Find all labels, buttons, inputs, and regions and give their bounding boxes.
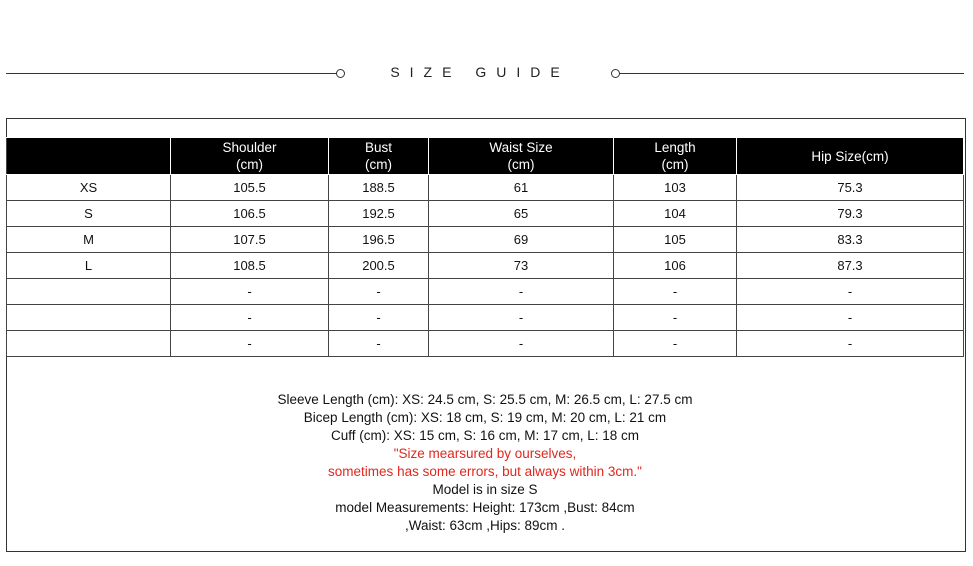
length-cell: 104 bbox=[614, 201, 737, 227]
header-label: Bust bbox=[364, 140, 392, 155]
size-cell: M bbox=[7, 227, 171, 253]
waist-cell: - bbox=[429, 279, 614, 305]
shoulder-cell: 107.5 bbox=[171, 227, 329, 253]
hip-cell: - bbox=[737, 331, 964, 357]
header-hip bbox=[737, 138, 964, 175]
shoulder-cell: 105.5 bbox=[171, 175, 329, 201]
header-label: Waist Size bbox=[489, 140, 553, 155]
size-guide-header bbox=[0, 60, 973, 86]
size-table bbox=[6, 137, 964, 357]
measurement-warning-line-1: "Size mearsured by ourselves, bbox=[393, 446, 577, 461]
waist-cell: 73 bbox=[429, 253, 614, 279]
header-label: Hip Size(cm) bbox=[811, 148, 889, 164]
header-unit: (cm) bbox=[661, 157, 689, 172]
length-cell: - bbox=[614, 331, 737, 357]
header-shoulder bbox=[171, 138, 329, 175]
model-size-note: Model is in size S bbox=[432, 482, 538, 497]
header-bust bbox=[329, 138, 429, 175]
header-length bbox=[614, 138, 737, 175]
size-cell bbox=[7, 305, 171, 331]
table-row bbox=[7, 331, 964, 357]
waist-cell: 65 bbox=[429, 201, 614, 227]
table-row bbox=[7, 279, 964, 305]
header-circle-right bbox=[611, 69, 620, 78]
hip-cell: 79.3 bbox=[737, 201, 964, 227]
shoulder-cell: - bbox=[171, 305, 329, 331]
header-label: Length bbox=[654, 140, 696, 155]
waist-cell: 61 bbox=[429, 175, 614, 201]
table-row bbox=[7, 227, 964, 253]
table-row bbox=[7, 305, 964, 331]
shoulder-cell: 108.5 bbox=[171, 253, 329, 279]
table-row bbox=[7, 175, 964, 201]
header-circle-left bbox=[336, 69, 345, 78]
table-header-row bbox=[7, 138, 964, 175]
hip-cell: 83.3 bbox=[737, 227, 964, 253]
shoulder-cell: 106.5 bbox=[171, 201, 329, 227]
hip-cell: 75.3 bbox=[737, 175, 964, 201]
table-row bbox=[7, 253, 964, 279]
header-unit: (cm) bbox=[365, 157, 392, 172]
shoulder-cell: - bbox=[171, 279, 329, 305]
length-cell: - bbox=[614, 279, 737, 305]
header-waist bbox=[429, 138, 614, 175]
page-title: SIZE GUIDE bbox=[390, 64, 570, 80]
header-unit: (cm) bbox=[507, 157, 535, 172]
waist-cell: - bbox=[429, 305, 614, 331]
header-divider-right bbox=[620, 73, 964, 74]
bust-cell: - bbox=[329, 305, 429, 331]
size-cell bbox=[7, 279, 171, 305]
bust-cell: 192.5 bbox=[329, 201, 429, 227]
length-cell: - bbox=[614, 305, 737, 331]
size-cell: XS bbox=[7, 175, 171, 201]
size-notes bbox=[6, 391, 964, 535]
model-measurements-line-2: ,Waist: 63cm ,Hips: 89cm . bbox=[404, 518, 566, 533]
hip-cell: - bbox=[737, 279, 964, 305]
cuff-note: Cuff (cm): XS: 15 cm, S: 16 cm, M: 17 cm, L: 18 cm bbox=[330, 428, 640, 443]
sleeve-length-note: Sleeve Length (cm): XS: 24.5 cm, S: 25.5 cm, M: 26.5 cm, L: 27.5 cm bbox=[277, 392, 693, 407]
bust-cell: - bbox=[329, 331, 429, 357]
bicep-length-note: Bicep Length (cm): XS: 18 cm, S: 19 cm, M: 20 cm, L: 21 cm bbox=[303, 410, 667, 425]
length-cell: 106 bbox=[614, 253, 737, 279]
bust-cell: - bbox=[329, 279, 429, 305]
header-label: Shoulder bbox=[222, 140, 277, 155]
bust-cell: 196.5 bbox=[329, 227, 429, 253]
shoulder-cell: - bbox=[171, 331, 329, 357]
waist-cell: 69 bbox=[429, 227, 614, 253]
header-size bbox=[7, 138, 171, 175]
bust-cell: 200.5 bbox=[329, 253, 429, 279]
size-cell: S bbox=[7, 201, 171, 227]
waist-cell: - bbox=[429, 331, 614, 357]
measurement-warning-line-2: sometimes has some errors, but always within 3cm." bbox=[328, 464, 642, 479]
bust-cell: 188.5 bbox=[329, 175, 429, 201]
size-cell bbox=[7, 331, 171, 357]
header-unit: (cm) bbox=[236, 157, 263, 172]
table-row bbox=[7, 201, 964, 227]
model-measurements-line-1: model Measurements: Height: 173cm ,Bust: 84cm bbox=[335, 500, 635, 515]
length-cell: 103 bbox=[614, 175, 737, 201]
header-divider-left bbox=[6, 73, 338, 74]
hip-cell: - bbox=[737, 305, 964, 331]
length-cell: 105 bbox=[614, 227, 737, 253]
size-cell: L bbox=[7, 253, 171, 279]
hip-cell: 87.3 bbox=[737, 253, 964, 279]
